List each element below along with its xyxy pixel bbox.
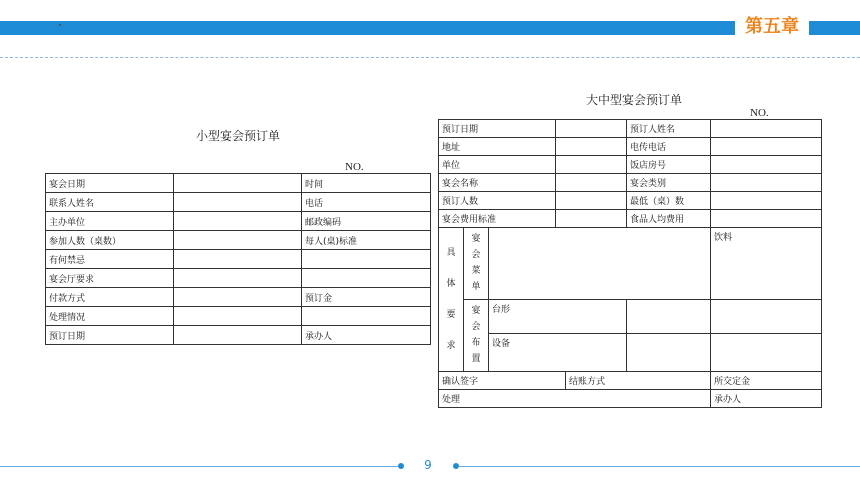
large-form-title: 大中型宴会预订单 [586,93,683,107]
vertical-char: 宴 [471,234,481,244]
table-row [439,138,822,156]
form-field[interactable] [556,156,627,174]
table-row [439,390,822,408]
form-field[interactable] [556,210,627,228]
form-field[interactable] [174,250,302,269]
form-field[interactable] [556,120,627,138]
form-label: 邮政编码 [302,212,431,231]
form-label: 处理情况 [46,307,174,326]
vertical-char: 要 [446,309,456,320]
table-row [46,269,431,288]
form-field[interactable] [174,307,302,326]
small-banquet-form [45,173,431,345]
form-label: 电话 [302,193,431,212]
form-field[interactable] [711,156,822,174]
form-label: 参加人数（桌数） [46,231,174,250]
large-form-no-label: NO. [750,107,769,119]
form-field[interactable] [556,138,627,156]
form-label: 宴会日期 [46,174,174,193]
confirm-signature-label: 确认签字 [439,372,566,390]
form-label: 时间 [302,174,431,193]
table-row [439,228,822,300]
table-row [439,300,822,334]
handling-label: 处理 [439,390,711,408]
form-label: 预订人姓名 [627,120,711,138]
stage-label: 台形 [489,300,627,334]
form-field[interactable] [627,300,711,334]
table-row [46,231,431,250]
vertical-char: 具 [446,247,456,258]
form-field[interactable] [174,174,302,193]
vertical-char: 单 [471,282,481,292]
table-row [46,193,431,212]
chapter-title: 第五章 [745,16,799,37]
table-row [439,334,822,372]
header-dashed-divider [0,57,860,58]
vertical-char: 宴 [471,306,481,316]
header-dot [59,24,61,26]
form-field[interactable] [302,269,431,288]
table-row [46,174,431,193]
deposit-label: 所交定金 [711,372,822,390]
form-field[interactable] [556,192,627,210]
form-label: 最低（桌）数 [627,192,711,210]
vertical-char: 体 [446,278,456,289]
vertical-char: 求 [446,340,456,351]
table-row [439,372,822,390]
form-field[interactable] [711,300,822,334]
form-label: 有何禁忌 [46,250,174,269]
form-field[interactable] [711,210,822,228]
footer-dot-left [398,463,404,469]
form-label: 预订日期 [439,120,556,138]
form-label: 预订人数 [439,192,556,210]
vertical-char: 会 [471,322,481,332]
vertical-char: 置 [471,354,481,364]
vertical-char: 会 [471,250,481,260]
footer-line-right [459,466,860,467]
form-label: 宴会类别 [627,174,711,192]
form-field[interactable] [302,307,431,326]
small-form-no-label: NO. [345,161,364,173]
form-label: 预订金 [302,288,431,307]
form-label: 付款方式 [46,288,174,307]
form-field[interactable] [174,231,302,250]
form-field[interactable] [711,334,822,372]
table-row [46,288,431,307]
form-label: 联系人姓名 [46,193,174,212]
equipment-label: 设备 [489,334,627,372]
form-field[interactable] [174,288,302,307]
header-bar-left [0,21,735,35]
form-field[interactable] [711,174,822,192]
table-row [439,156,822,174]
table-row [46,250,431,269]
table-row [439,210,822,228]
drinks-label: 饮料 [711,228,822,300]
form-field[interactable] [627,334,711,372]
form-label: 宴会费用标准 [439,210,556,228]
large-banquet-form [438,119,822,408]
form-label: 宴会名称 [439,174,556,192]
form-field[interactable] [711,192,822,210]
table-row [439,120,822,138]
form-label: 主办单位 [46,212,174,231]
form-field[interactable] [556,174,627,192]
form-field[interactable] [711,120,822,138]
table-row [46,307,431,326]
form-field[interactable] [302,250,431,269]
table-row [439,192,822,210]
form-label: 每人(桌)标准 [302,231,431,250]
table-row [439,174,822,192]
form-label: 预订日期 [46,326,174,345]
footer-line-left [0,466,398,467]
form-field[interactable] [711,138,822,156]
vertical-char: 布 [471,338,481,348]
form-field[interactable] [174,212,302,231]
specific-requirements-label [439,228,464,372]
form-label: 饭店房号 [627,156,711,174]
table-row [46,212,431,231]
banquet-menu-field[interactable] [489,228,711,300]
small-form-title: 小型宴会预订单 [196,129,281,143]
page-number: 9 [424,458,432,472]
banquet-menu-label [464,228,489,300]
table-row [46,326,431,345]
form-field[interactable] [174,326,302,345]
header-bar-right [809,21,860,35]
form-label: 地址 [439,138,556,156]
form-label: 食品人均费用 [627,210,711,228]
handler-label: 承办人 [711,390,822,408]
form-label: 电传电话 [627,138,711,156]
settlement-method-label: 结账方式 [566,372,711,390]
form-field[interactable] [174,193,302,212]
form-field[interactable] [174,269,302,288]
form-label: 承办人 [302,326,431,345]
form-label: 单位 [439,156,556,174]
form-label: 宴会厅要求 [46,269,174,288]
banquet-layout-label [464,300,489,372]
vertical-char: 菜 [471,266,481,276]
